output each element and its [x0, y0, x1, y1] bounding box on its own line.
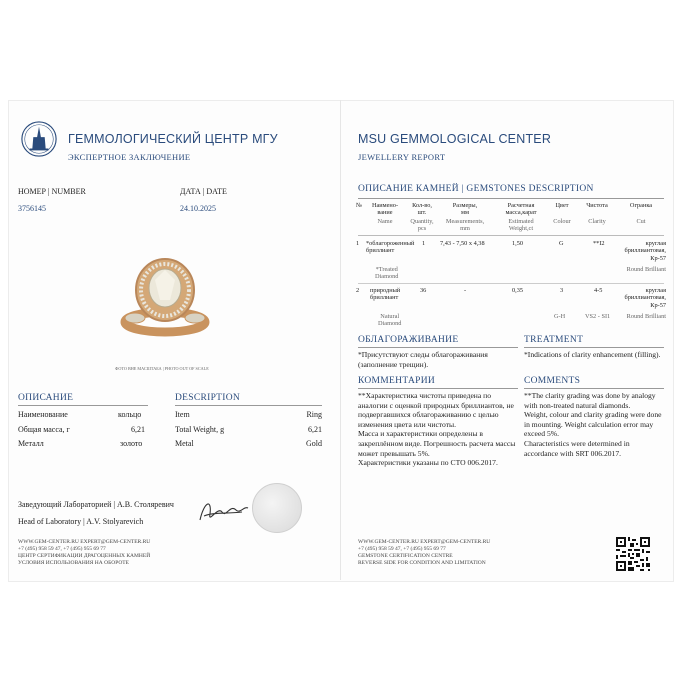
stones-title: ОПИСАНИЕ КАМНЕЙ | GEMSTONES DESCRIPTION — [358, 184, 594, 194]
footer-en-line: +7 (495) 958 59 47, +7 (495) 955 69 77 — [358, 546, 446, 552]
desc-ru-rule — [18, 405, 148, 406]
org-name-ru: ГЕММОЛОГИЧЕСКИЙ ЦЕНТР МГУ — [68, 132, 278, 146]
stone-colour: 3 — [560, 287, 564, 294]
col-colour-ru: Цвет — [555, 202, 569, 209]
footer-ru-line: ЦЕНТР СЕРТИФИКАЦИИ ДРАГОЦЕННЫХ КАМНЕЙ — [18, 553, 151, 559]
date-value: 24.10.2025 — [180, 204, 216, 213]
stone-qty: 1 — [422, 240, 426, 247]
stone-clarity: **I2 — [593, 240, 605, 247]
footer-en-line: WWW.GEM-CENTER.RU EXPERT@GEM-CENTER.RU — [358, 539, 491, 545]
stone-name-ru: природный бриллиант — [370, 287, 401, 302]
desc-en-label: Item — [175, 410, 190, 419]
hologram-seal-icon — [252, 483, 302, 533]
footer-en-line: REVERSE SIDE FOR CONDITION AND LIMITATION — [358, 560, 486, 566]
desc-ru-title: ОПИСАНИЕ — [18, 393, 74, 403]
stone-weight: 0,35 — [512, 287, 524, 294]
treatment-en-text: *Indications of clarity enhancement (filling). — [524, 350, 661, 359]
desc-ru-label: Общая масса, г — [18, 425, 70, 434]
col-clarity-en: Clarity — [588, 218, 606, 225]
desc-ru-value: кольцо — [118, 410, 142, 419]
desc-ru-label: Металл — [18, 439, 44, 448]
photo-caption: ФОТО ВНЕ МАСШТАБА | PHOTO OUT OF SCALE — [115, 366, 209, 371]
stone-name-en: *Treated Diamond — [375, 266, 399, 281]
col-qty-ru: Кол-во, шт. — [412, 202, 432, 217]
comments-ru-title: КОММЕНТАРИИ — [358, 376, 436, 386]
stone-no: 2 — [356, 287, 360, 294]
treatment-en-title: TREATMENT — [524, 335, 584, 345]
stones-title-rule — [358, 198, 664, 199]
number-value: 3756145 — [18, 204, 46, 213]
doc-type-ru: ЭКСПЕРТНОЕ ЗАКЛЮЧЕНИЕ — [68, 152, 191, 162]
desc-en-rule — [175, 405, 322, 406]
desc-en-label: Total Weight, g — [175, 425, 225, 434]
stone-name-en: Natural Diamond — [378, 313, 402, 328]
desc-en-value: Ring — [306, 410, 322, 419]
col-qty-en: Quantity, pcs — [410, 218, 434, 233]
stone-weight: 1,50 — [512, 240, 524, 247]
stone-clarity-en: VS2 - SI1 — [585, 313, 611, 320]
col-weight-ru: Расчетная масса,карат — [505, 202, 537, 217]
stone-measurements: 7,43 - 7,50 x 4,38 — [440, 240, 485, 247]
col-name-ru: Наимено- вание — [371, 202, 399, 217]
desc-ru-value: 6,21 — [131, 425, 145, 434]
col-no: № — [355, 202, 362, 209]
stone-cut-en: Round Brilliant — [626, 313, 666, 320]
msu-logo-icon — [20, 120, 58, 158]
col-clarity-ru: Чистота — [586, 202, 608, 209]
desc-ru-value: золото — [120, 439, 143, 448]
signature-icon — [196, 494, 252, 528]
stone-colour: G — [559, 240, 564, 247]
stone-clarity: 4-5 — [594, 287, 603, 294]
head-of-lab-ru: Заведующий Лабораторией | А.В. Столяревич — [18, 500, 174, 509]
comments-ru-text: **Характеристика чистоты приведена по аналогии с оценкой природных бриллиантов, не подвергавшихся облагораживанию с целью изменения цвета или чистоты. Масса и характеристики определены в закреплённом виде. Погрешность расчета массы может превышать 5%. Характеристики указаны по СТО 006.2017. — [358, 391, 516, 468]
desc-en-value: 6,21 — [308, 425, 322, 434]
org-name-en: MSU GEMMOLOGICAL CENTER — [358, 132, 552, 146]
stone-cut-ru: круглая бриллиантовая, Кр-57 — [624, 287, 666, 309]
stone-qty: 36 — [420, 287, 427, 294]
qr-code-icon[interactable] — [616, 537, 650, 571]
footer-ru-line: WWW.GEM-CENTER.RU EXPERT@GEM-CENTER.RU — [18, 539, 151, 545]
col-cut-en: Cut — [636, 218, 646, 225]
treatment-ru-rule — [358, 347, 518, 348]
doc-type-en: JEWELLERY REPORT — [358, 152, 446, 162]
col-name-en: Name — [377, 218, 393, 225]
footer-ru-line: +7 (495) 958 59 47, +7 (495) 955 69 77 — [18, 546, 106, 552]
treatment-ru-title: ОБЛАГОРАЖИВАНИЕ — [358, 335, 459, 345]
stone-measurements: - — [464, 287, 467, 294]
stone-no: 1 — [356, 240, 360, 247]
treatment-en-rule — [524, 347, 664, 348]
desc-en-label: Metal — [175, 439, 194, 448]
date-label: ДАТА | DATE — [180, 187, 227, 196]
desc-en-value: Gold — [306, 439, 322, 448]
treatment-ru-text: *Присутствуют следы облагораживания (заполнение трещин). — [358, 350, 488, 369]
col-meas-ru: Размеры, мм — [452, 202, 478, 217]
col-meas-en: Measurements, mm — [445, 218, 485, 233]
ring-photo — [115, 230, 230, 350]
table-row-rule — [358, 283, 664, 284]
page-fold — [340, 100, 341, 580]
col-cut-ru: Огранка — [629, 202, 653, 209]
comments-ru-rule — [358, 388, 518, 389]
stone-cut-ru: круглая бриллиантовая, Кр-57 — [624, 240, 666, 262]
desc-ru-label: Наименование — [18, 410, 68, 419]
col-colour-en: Colour — [553, 218, 571, 225]
comments-en-text: **The clarity grading was done by analogy with non-treated natural diamonds. Weight, colour and clarity grading were done in mounting. Weight calculation error may exceed 5%. Characteristics were determined in accordance with SRT 006.2017. — [524, 391, 662, 458]
stone-cut-en: Round Brilliant — [626, 266, 666, 273]
table-header-rule — [358, 235, 664, 236]
comments-en-rule — [524, 388, 664, 389]
footer-en-line: GEMSTONE CERTIFICATION CENTRE — [358, 553, 453, 559]
number-label: НОМЕР | NUMBER — [18, 187, 86, 196]
footer-ru-line: УСЛОВИЯ ИСПОЛЬЗОВАНИЯ НА ОБОРОТЕ — [18, 560, 130, 566]
head-of-lab-en: Head of Laboratory | A.V. Stolyarevich — [18, 517, 144, 526]
stone-colour-en: G-H — [554, 313, 566, 320]
col-weight-en: Estimated Weight,ct — [508, 218, 534, 233]
desc-en-title: DESCRIPTION — [175, 393, 241, 403]
comments-en-title: COMMENTS — [524, 376, 581, 386]
stone-name-ru: *облагороженный бриллиант — [366, 240, 415, 255]
